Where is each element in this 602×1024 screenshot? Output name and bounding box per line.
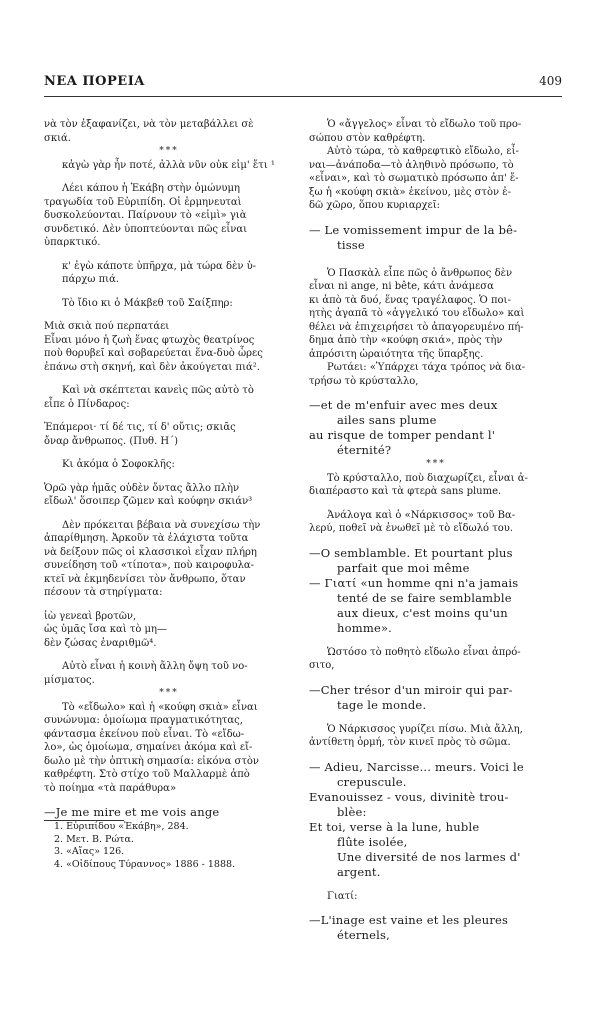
french-quote: —Je me mire et me vois ange	[44, 805, 220, 819]
paragraph: Ὁ Νάρκισσος γυρίζει πίσω. Μιὰ ἄλλη, ἀντίθετη ὁρμή, τὸν κινεῖ πρὸς τὸ σῶμα.	[309, 723, 523, 748]
page-number: 409	[539, 74, 562, 88]
paragraph: Τὸ κρύσταλλο, ποὺ διαχωρίζει, εἶναι ἀ- διαπέραστο καὶ τὰ φτερὰ sans plume.	[309, 472, 528, 497]
paragraph: Καὶ νὰ σκέπτεται κανεὶς πῶς αὐτὸ τὸ εἶπε ὁ Πίνδαρος:	[44, 385, 254, 410]
section-separator: ***	[426, 459, 446, 469]
paragraph: Γιατί:	[327, 890, 358, 902]
footnote: 1. Εὐριπίδου «Ἑκάβη», 284.	[54, 821, 189, 832]
paragraph: Αὐτὸ εἶναι ἡ κοινὴ ἄλλη ὄψη τοῦ νο- μίσματος.	[44, 661, 248, 686]
paragraph: Δὲν πρόκειται βέβαια νὰ συνεχίσω τὴν ἀπαρίθμηση. Ἀρκοῦν τὰ ἐλάχιστα τοῦτα νὰ δείξουν πῶς οἱ κλασσικοὶ εἶχαν πλήρη συνείδηση τοῦ «τίποτα», ποὺ καιροφυλα- κτεῖ νὰ ἐκμηδενίσει τὸν ἄνθρωπο, ὅταν πέσουν τὰ στηρίγματα:	[44, 519, 261, 598]
paragraph: Τὸ «εἴδωλο» καὶ ἡ «κούφη σκιὰ» εἶναι συνώνυμα: ὁμοίωμα πραγματικότητας, φάντασμα ἐκείνου ποὺ εἶναι. Τὸ «εἴδω- λο», ὡς ὁμοίωμα, σημαίνει ἀκόμα καὶ εἴ- δωλο μὲ τὴν ὀπτικὴ σημασία: εἰκόνα στὸν καθρέφτη. Στὸ στίχο τοῦ Μαλλαρμὲ ἀπὸ τὸ ποίημα «τὰ παράθυρα»	[44, 701, 259, 794]
verse-quote: Ὁρῶ γὰρ ἡμᾶς οὐδὲν ὄντας ἄλλο πλὴν εἴδωλ' ὅσοιπερ ζῶμεν καὶ κούφην σκιάν³	[44, 482, 253, 507]
verse-quote: Μιὰ σκιὰ πού περπατάει Εἶναι μόνο ἡ ζωὴ ἕνας φτωχὸς θεατρίνος ποὺ θορυβεῖ καὶ σοβαρεύεται ἕνα-δυὸ ὧρες ἐπάνω στὴ σκηνή, καὶ δὲν ἀκούγεται πιά².	[44, 321, 263, 373]
paragraph: Ὁ «ἄγγελος» εἶναι τὸ εἴδωλο τοῦ προ- σώπου στὸν καθρέφτη.	[309, 119, 522, 144]
verse-line: κἀγὼ γὰρ ἦν ποτέ, ἀλλὰ νῦν οὐκ εἰμ' ἔτι ¹	[62, 159, 275, 171]
french-quote: — Le vomissement impur de la bê- tisse	[309, 222, 518, 252]
footnote: 4. «Οἰδίπους Τύραννος» 1886 - 1888.	[54, 858, 236, 870]
french-quote: —et de m'enfuir avec mes deux ailes sans plume au risque de tomper pendant l' éternité?	[309, 398, 498, 457]
right-column	[309, 118, 563, 943]
verse-quote: ἰὼ γενεαὶ βροτῶν, ὡς ὑμᾶς ἴσα καὶ τὸ μη— δὲν ζώσας ἐναριθμῶ⁴.	[44, 610, 168, 649]
text-line: νὰ τὸν ἐξαφανίζει, νὰ τὸν μεταβάλλει σὲ	[44, 119, 254, 130]
paragraph: Ὁ Πασκὰλ εἶπε πῶς ὁ ἄνθρωπος δὲν εἶναι ni ange, ni bête, κάτι ἀνάμεσα κι ἀπὸ τὰ δυό, ἕνας τραγέλαφος. Ὁ ποι- ητὴς ἀγαπᾶ τὸ «ἀγγελικό του εἴδωλο» καὶ θέλει νὰ ἐπιχειρήσει τὸ ἀπαγορευμένο πή- δημα ἀπὸ τὴν «κούφη σκιά», πρὸς τὴν ἀπρόσιτη ὡραιότητα τῆς ὕπαρξης.	[309, 267, 525, 360]
french-quote: —O semblamble. Et pourtant plus parfait que moi même — Γιατί «un homme qni n'a jamais tenté de se faire semblamble aux dieux, c'est moins qu'un homme».	[309, 545, 519, 635]
footnote: 3. «Αἴας» 126.	[54, 846, 125, 857]
paragraph: Λέει κάπου ἡ Ἑκάβη στὴν ὁμώνυμη τραγωδία τοῦ Εὐριπίδη. Οἱ ἑρμηνευταὶ δυσκολεύονται. Παίρνουν τὸ «εἰμὶ» γιὰ συνδετικό. Δὲν ὑποπτεύονται πῶς εἶναι ὑπαρκτικό.	[44, 183, 247, 248]
journal-title: ΝΕΑ ΠΟΡΕΙΑ	[44, 74, 145, 89]
paragraph: Ἀνάλογα καὶ ὁ «Νάρκισσος» τοῦ Βα- λερύ, ποθεῖ νὰ ἑνωθεῖ μὲ τὸ εἴδωλό του.	[309, 509, 516, 534]
french-quote: —L'inage est vaine et les pleures éternels,	[309, 913, 509, 942]
verse-quote: κ' ἐγὼ κάποτε ὑπῆρχα, μὰ τώρα δὲν ὑ- πάρχω πιά.	[62, 260, 257, 285]
footnote: 2. Μετ. Β. Ρώτα.	[54, 833, 134, 845]
french-quote: — Adieu, Narcisse... meurs. Voici le crepuscule. Evanouissez - vous, divinitè trou- blèe: Et toi, verse à la lune, huble flûte isolée, Une diversité de nos larmes d' argent.	[309, 759, 524, 879]
french-quote: —Cher trésor d'un miroir qui par- tage le monde.	[309, 682, 513, 712]
left-column	[44, 118, 294, 871]
footnotes	[44, 821, 294, 871]
text-line: σκιά.	[44, 132, 71, 144]
paragraph: Ὡστόσο τὸ ποθητὸ εἴδωλο εἶναι ἀπρό- σιτο,	[309, 646, 521, 671]
section-separator: ***	[159, 688, 179, 698]
section-separator: ***	[159, 146, 179, 156]
page-header	[44, 74, 562, 97]
paragraph: Αὐτὸ τώρα, τὸ καθρεφτικὸ εἴδωλο, εἶ- ναι—ἀνάποδα—τὸ ἀληθινὸ πρόσωπο, τὸ «εἶναι», καὶ τὸ σωματικὸ πρόσωπο ἀπ' ἔ- ξω ἡ «κούφη σκιὰ» ἐκείνου, μὲς στὸν ἐ- δῶ χῶρο, ὅπου κυριαρχεῖ:	[309, 146, 519, 211]
paragraph: Κι ἀκόμα ὁ Σοφοκλῆς:	[62, 459, 175, 470]
verse-quote: Ἐπάμεροι· τί δέ τις, τί δ' οὔτις; σκιᾶς ὄναρ ἄνθρωπος. (Πυθ. Η΄)	[44, 422, 236, 447]
paragraph: Τὸ ἴδιο κι ὁ Μάκβεθ τοῦ Σαίξπηρ:	[62, 297, 233, 309]
paragraph: Ρωτάει: «Ὑπάρχει τάχα τρόπος νὰ δια- τρήσω τὸ κρύσταλλο,	[309, 362, 526, 387]
